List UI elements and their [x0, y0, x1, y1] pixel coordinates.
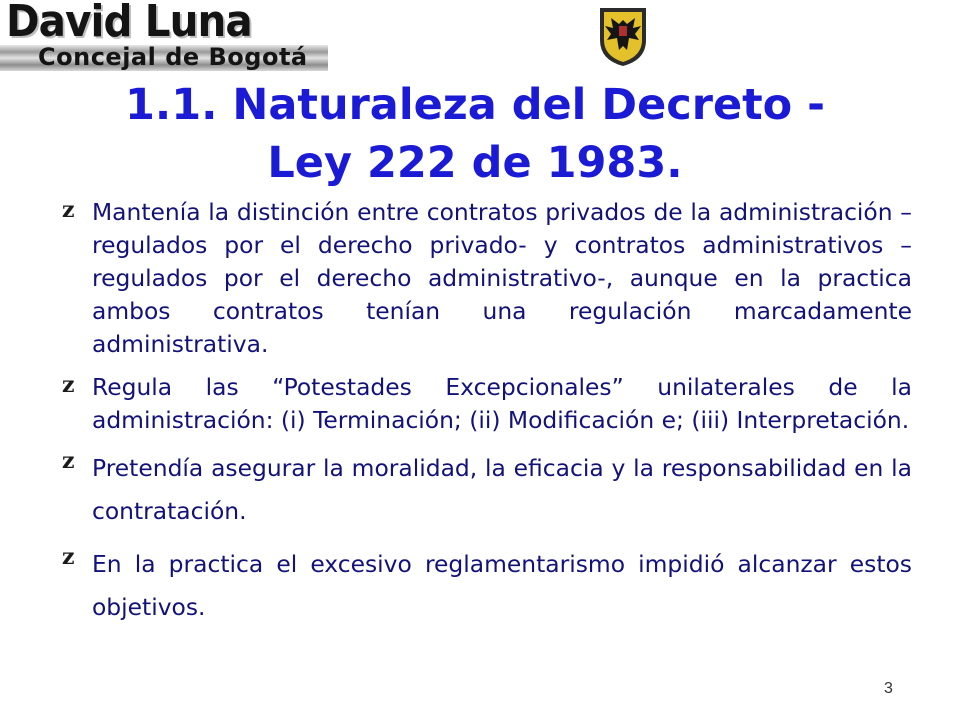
bullet-list: [60, 196, 912, 639]
bullet-item: [60, 447, 912, 533]
bullet-text: En la practica el excesivo reglamentarismo impidió alcanzar estos objetivos.: [92, 550, 912, 621]
bullet-icon: z: [62, 197, 75, 223]
title-line-1: 1.1. Naturaleza del Decreto -: [124, 80, 826, 130]
page-number: 3: [884, 680, 893, 697]
bullet-text: Regula las “Potestades Excepcionales” unilaterales de la administración: (i) Terminación; (ii) Modificación e; (iii) Interpretación.: [92, 373, 912, 434]
bullet-icon: z: [62, 372, 75, 398]
coat-of-arms-icon: [597, 6, 649, 68]
david-luna-logo: [0, 0, 330, 80]
bullet-icon: z: [62, 448, 75, 474]
bullet-icon: z: [62, 544, 75, 570]
bullet-text: Mantenía la distinción entre contratos privados de la administración –regulados por el derecho privado- y contratos administrativos –regulados por el derecho administrativo-, aunque en la practica ambos contratos tenían una regulación marcadamente administrativa.: [92, 198, 912, 358]
logo-name: David Luna: [6, 0, 252, 47]
bullet-item: [60, 196, 912, 361]
bullet-item: [60, 371, 912, 437]
bullet-text: Pretendía asegurar la moralidad, la eficacia y la responsabilidad en la contratación.: [92, 454, 912, 525]
slide-title: [40, 76, 910, 192]
title-line-2: Ley 222 de 1983.: [267, 138, 683, 189]
bullet-item: [60, 543, 912, 629]
logo-subtitle: Concejal de Bogotá: [38, 43, 308, 71]
